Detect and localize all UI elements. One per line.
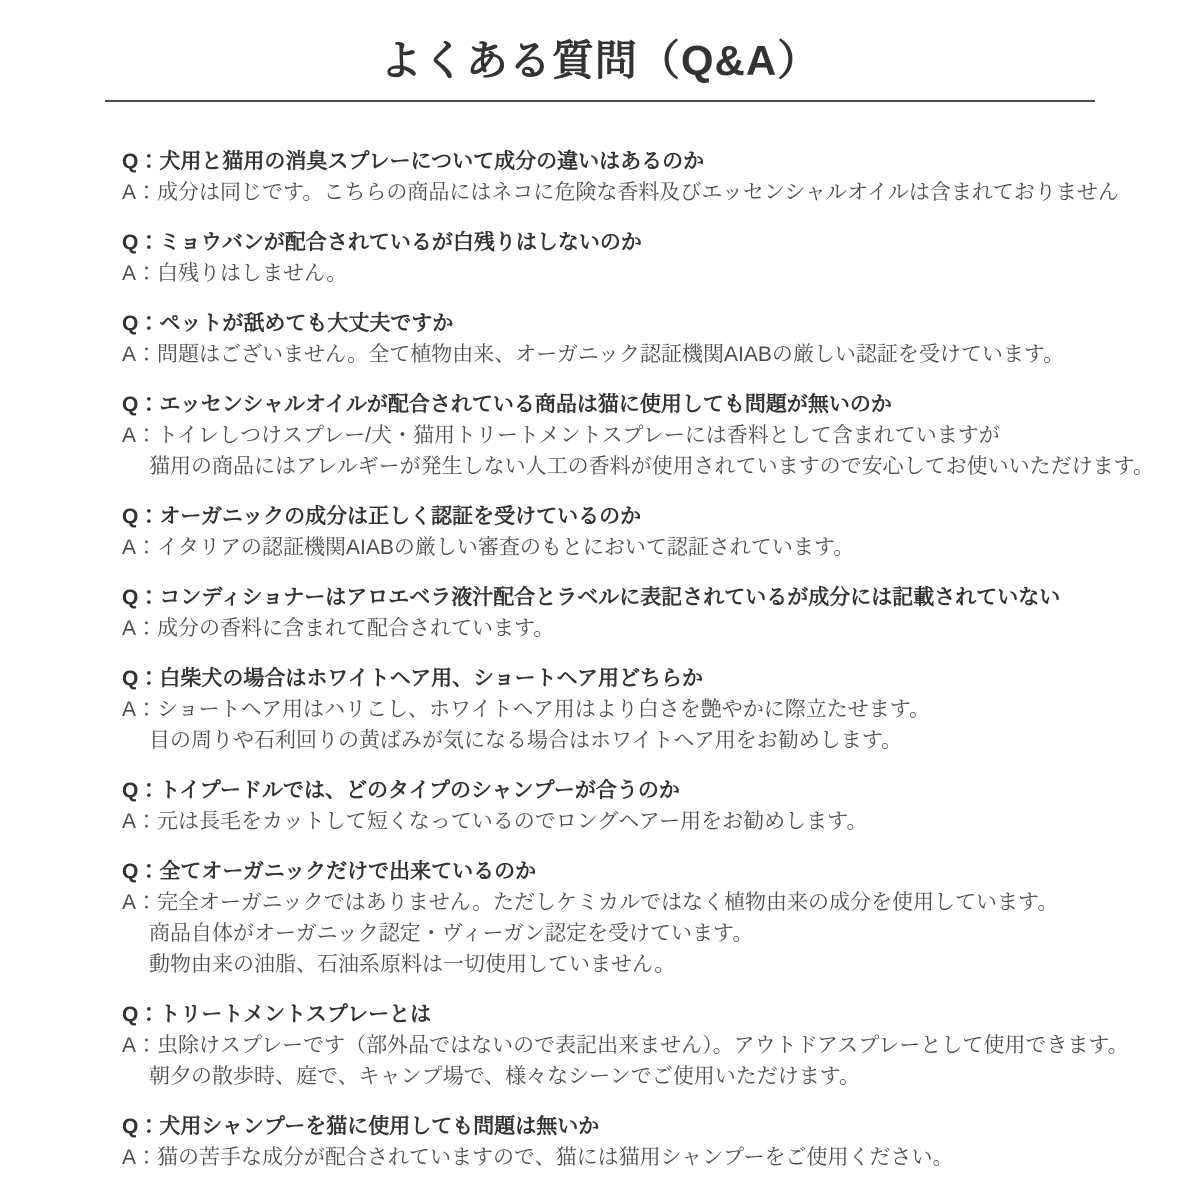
question-prefix: Q： (122, 860, 160, 883)
question-text: トイプードルでは、どのタイプのシャンプーが合うのか (159, 779, 680, 802)
faq-item (122, 1111, 1100, 1173)
answer-text: イタリアの認証機関AIABの厳しい審査のもとにおいて認証されています。 (157, 536, 855, 559)
question-prefix: Q： (122, 231, 160, 254)
answer-prefix: A： (122, 891, 158, 914)
title-divider (105, 100, 1095, 102)
question-line (122, 582, 1100, 613)
answer-line-first (122, 1030, 1129, 1061)
answer-line-first (122, 339, 1100, 370)
question-prefix: Q： (122, 312, 160, 335)
question-prefix: Q： (122, 1115, 160, 1138)
answer-text: ショートヘア用はハリこし、ホワイトヘア用はより白さを艶やかに際立たせます。 (157, 698, 931, 721)
answer-prefix: A： (122, 536, 158, 559)
answer (122, 532, 1100, 563)
answer (122, 420, 1154, 482)
answer-line-first (122, 887, 1100, 918)
answer (122, 613, 1100, 644)
answer-text: トイレしつけスプレー/犬・猫用トリートメントスプレーには香料として含まれていますが (157, 424, 1000, 447)
question-prefix: Q： (122, 393, 160, 416)
question-text: 犬用と猫用の消臭スプレーについて成分の違いはあるのか (159, 150, 705, 173)
answer (122, 887, 1100, 980)
question-line (122, 775, 1100, 806)
question-prefix: Q： (122, 505, 160, 528)
question-text: 白柴犬の場合はホワイトヘア用、ショートヘア用どちらか (159, 667, 704, 690)
answer-prefix: A： (122, 810, 158, 833)
answer-text: 虫除けスプレーです（部外品ではないので表記出来ません）。アウトドアスプレーとして使用できます。 (157, 1034, 1129, 1057)
answer (122, 339, 1100, 370)
answer-line-cont: 目の周りや石利回りの黄ばみが気になる場合はホワイトヘア用をお勧めします。 (149, 729, 903, 752)
answer-text: 完全オーガニックではありません。ただしケミカルではなく植物由来の成分を使用しています。 (157, 891, 1059, 914)
question-text: 全てオーガニックだけで出来ているのか (159, 860, 537, 883)
faq-item (122, 308, 1100, 370)
question-line (122, 1111, 1100, 1142)
answer (122, 1030, 1129, 1092)
faq-item (122, 582, 1100, 644)
question-line (122, 227, 1100, 258)
question-prefix: Q： (122, 779, 160, 802)
answer-prefix: A： (122, 617, 158, 640)
question-text: コンディショナーはアロエベラ液汁配合とラベルに表記されているが成分には記載されていない (159, 586, 1061, 609)
question-text: ペットが舐めても大丈夫ですか (159, 312, 454, 335)
answer-line-first (122, 420, 1100, 451)
answer-line-first (122, 806, 1100, 837)
answer-text: 成分は同じです。こちらの商品にはネコに危険な香料及びエッセンシャルオイルは含まれておりません (157, 181, 1119, 204)
answer (122, 258, 1100, 289)
question-line (122, 856, 1100, 887)
answer-prefix: A： (122, 1034, 158, 1057)
answer-prefix: A： (122, 424, 158, 447)
question-prefix: Q： (122, 586, 160, 609)
faq-item (122, 775, 1100, 837)
question-prefix: Q： (122, 150, 160, 173)
question-line (122, 663, 1100, 694)
page-title: よくある質問（Q&A） (379, 37, 821, 84)
faq-item (122, 389, 1154, 482)
answer-text: 白残りはしません。 (157, 262, 348, 285)
answer-line-cont: 朝夕の散歩時、庭で、キャンプ場で、様々なシーンでご使用いただけます。 (149, 1065, 861, 1088)
faq-list (0, 146, 1200, 1173)
question-line (122, 501, 1100, 532)
answer-text: 問題はございません。全て植物由来、オーガニック認証機関AIABの厳しい認証を受けています。 (157, 343, 1065, 366)
question-text: トリートメントスプレーとは (159, 1003, 432, 1026)
answer-text: 元は長毛をカットして短くなっているのでロングヘアー用をお勧めします。 (157, 810, 868, 833)
question-text: ミョウバンが配合されているが白残りはしないのか (159, 231, 642, 254)
answer-line-cont: 商品自体がオーガニック認定・ヴィーガン認定を受けています。 (149, 922, 754, 945)
answer-line-first (122, 694, 1100, 725)
answer-line-first (122, 613, 1100, 644)
answer-line-cont: 動物由来の油脂、石油系原料は一切使用していません。 (149, 953, 676, 976)
faq-item (122, 856, 1100, 980)
question-text: 犬用シャンプーを猫に使用しても問題は無いか (159, 1115, 600, 1138)
question-text: エッセンシャルオイルが配合されている商品は猫に使用しても問題が無いのか (159, 393, 892, 416)
question-prefix: Q： (122, 667, 160, 690)
answer-line-cont: 猫用の商品にはアレルギーが発生しない人工の香料が使用されていますので安心してお使いいただけます。 (149, 455, 1154, 478)
answer-line-first (122, 258, 1100, 289)
answer-prefix: A： (122, 181, 158, 204)
answer-prefix: A： (122, 1146, 158, 1169)
faq-item (122, 501, 1100, 563)
answer-line-first (122, 532, 1100, 563)
faq-item (122, 663, 1100, 756)
answer-line-first (122, 177, 1119, 208)
answer-text: 猫の苦手な成分が配合されていますので、猫には猫用シャンプーをご使用ください。 (157, 1146, 954, 1169)
faq-item (122, 999, 1129, 1092)
answer-prefix: A： (122, 698, 158, 721)
faq-item (122, 227, 1100, 289)
question-line (122, 146, 1100, 177)
question-line (122, 308, 1100, 339)
answer-text: 成分の香料に含まれて配合されています。 (157, 617, 555, 640)
answer (122, 694, 1100, 756)
answer-line-first (122, 1142, 1100, 1173)
question-line (122, 389, 1100, 420)
question-text: オーガニックの成分は正しく認証を受けているのか (159, 505, 642, 528)
faq-item (122, 146, 1119, 208)
answer-prefix: A： (122, 343, 158, 366)
answer-prefix: A： (122, 262, 158, 285)
question-prefix: Q： (122, 1003, 160, 1026)
answer (122, 806, 1100, 837)
answer (122, 177, 1119, 208)
question-line (122, 999, 1100, 1030)
answer (122, 1142, 1100, 1173)
